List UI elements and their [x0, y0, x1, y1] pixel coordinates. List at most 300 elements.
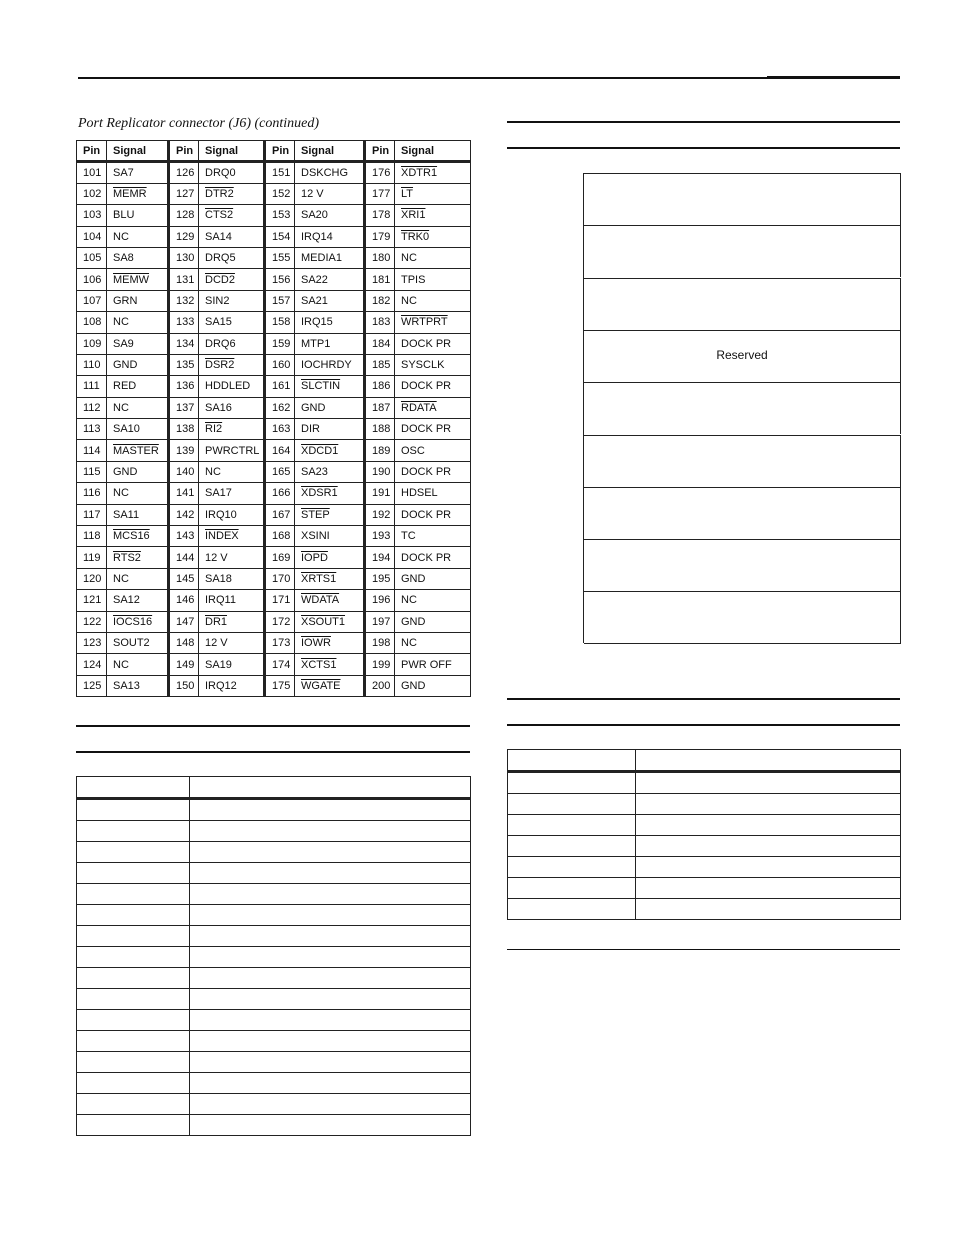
description-cell [636, 794, 901, 815]
pin-number-cell: 166 [265, 483, 295, 504]
name-cell [508, 857, 636, 878]
name-cell [508, 772, 636, 794]
signal-name-cell: TPIS [395, 269, 471, 290]
table-row [77, 821, 471, 842]
signal-name-cell: GND [295, 397, 365, 418]
signal-name-cell: NC [395, 632, 471, 653]
signal-name-cell: XRTS1 [295, 568, 365, 589]
pin-number-cell: 186 [365, 376, 395, 397]
signal-name-cell: SIN2 [199, 290, 265, 311]
signal-name-cell: SYSCLK [395, 354, 471, 375]
signal-name-cell: DSKCHG [295, 162, 365, 183]
signal-name-cell: SOUT2 [107, 632, 169, 653]
pin-number-cell: 105 [77, 247, 107, 268]
pin-number-cell: 132 [169, 290, 199, 311]
signal-name-cell: SA16 [199, 397, 265, 418]
pin-number-cell: 146 [169, 590, 199, 611]
pin-number-cell: 181 [365, 269, 395, 290]
pin-number-cell: 111 [77, 376, 107, 397]
table-row [508, 899, 901, 920]
pin-number-cell: 178 [365, 205, 395, 226]
pin-number-cell: 129 [169, 226, 199, 247]
signal-name-cell: XSINI [295, 526, 365, 547]
pin-number-cell: 148 [169, 632, 199, 653]
pin-number-cell: 180 [365, 247, 395, 268]
signal-name-cell: SA12 [107, 590, 169, 611]
description-cell [190, 821, 471, 842]
name-cell [77, 926, 190, 947]
right-section-rule-1 [507, 121, 900, 123]
pin-number-cell: 199 [365, 654, 395, 675]
table-caption: Port Replicator connector (J6) (continued) [78, 116, 320, 131]
signal-name-cell: NC [395, 247, 471, 268]
pin-number-cell: 139 [169, 440, 199, 461]
pin-number-cell: 101 [77, 162, 107, 183]
signal-name-cell: IOCHRDY [295, 354, 365, 375]
name-cell [77, 1073, 190, 1094]
description-cell [190, 1031, 471, 1052]
signal-name-cell: SA20 [295, 205, 365, 226]
description-cell [190, 989, 471, 1010]
pin-number-cell: 184 [365, 333, 395, 354]
lower-right-table [507, 749, 901, 920]
pin-number-cell: 135 [169, 354, 199, 375]
signal-name-cell: SLCTIN [295, 376, 365, 397]
reserved-row-6 [584, 435, 901, 487]
description-cell [190, 884, 471, 905]
signal-name-cell: MTP1 [295, 333, 365, 354]
table-row [77, 162, 471, 183]
table-row [508, 857, 901, 878]
pin-number-cell: 162 [265, 397, 295, 418]
pin-number-cell: 145 [169, 568, 199, 589]
pin-number-cell: 125 [77, 675, 107, 696]
signal-name-cell: TC [395, 526, 471, 547]
pin-number-cell: 109 [77, 333, 107, 354]
signal-name-cell: DIR [295, 419, 365, 440]
signal-name-cell: SA14 [199, 226, 265, 247]
pin-number-cell: 136 [169, 376, 199, 397]
pin-number-cell: 198 [365, 632, 395, 653]
pin-number-cell: 161 [265, 376, 295, 397]
pin-number-cell: 179 [365, 226, 395, 247]
description-cell [636, 836, 901, 857]
reserved-row-1 [584, 173, 901, 225]
description-cell [636, 815, 901, 836]
right-lower-rule-1 [507, 698, 900, 700]
pin-column-header: Pin [169, 141, 199, 162]
signal-name-cell: WDATA [295, 590, 365, 611]
name-cell [508, 750, 636, 772]
table-row [77, 632, 471, 653]
signal-name-cell: INDEX [199, 526, 265, 547]
description-cell [190, 968, 471, 989]
signal-name-cell: DRQ0 [199, 162, 265, 183]
pin-number-cell: 159 [265, 333, 295, 354]
table-row [508, 750, 901, 772]
table-row [77, 1073, 471, 1094]
table-row [77, 968, 471, 989]
reserved-row-9 [584, 591, 901, 644]
table-row [508, 794, 901, 815]
table-row [77, 1052, 471, 1073]
signal-name-cell: NC [107, 226, 169, 247]
signal-column-header: Signal [395, 141, 471, 162]
pin-number-cell: 164 [265, 440, 295, 461]
signal-name-cell: IRQ11 [199, 590, 265, 611]
signal-name-cell: XCTS1 [295, 654, 365, 675]
name-cell [77, 1094, 190, 1115]
signal-name-cell: GND [107, 354, 169, 375]
table-row [77, 905, 471, 926]
signal-name-cell: 12 V [199, 632, 265, 653]
description-cell [636, 750, 901, 772]
pin-number-cell: 160 [265, 354, 295, 375]
pin-number-cell: 150 [169, 675, 199, 696]
reserved-row-8 [584, 539, 901, 591]
table-row [77, 590, 471, 611]
signal-name-cell: SA18 [199, 568, 265, 589]
pin-number-cell: 167 [265, 504, 295, 525]
pin-number-cell: 170 [265, 568, 295, 589]
name-cell [508, 815, 636, 836]
signal-name-cell: MEDIA1 [295, 247, 365, 268]
name-cell [508, 794, 636, 815]
signal-name-cell: WGATE [295, 675, 365, 696]
signal-name-cell: STEP [295, 504, 365, 525]
table-row [77, 611, 471, 632]
signal-name-cell: NC [107, 654, 169, 675]
signal-name-cell: SA10 [107, 419, 169, 440]
left-lower-rule-2 [76, 751, 470, 753]
pin-number-cell: 151 [265, 162, 295, 183]
pin-number-cell: 185 [365, 354, 395, 375]
pin-number-cell: 158 [265, 312, 295, 333]
pin-number-cell: 157 [265, 290, 295, 311]
table-row [77, 654, 471, 675]
signal-name-cell: DSR2 [199, 354, 265, 375]
pin-number-cell: 107 [77, 290, 107, 311]
description-cell [190, 799, 471, 821]
left-lower-rule-1 [76, 725, 470, 727]
table-row [508, 836, 901, 857]
pin-number-cell: 106 [77, 269, 107, 290]
signal-name-cell: DRQ6 [199, 333, 265, 354]
signal-name-cell: SA15 [199, 312, 265, 333]
signal-name-cell: GRN [107, 290, 169, 311]
pin-number-cell: 141 [169, 483, 199, 504]
pin-number-cell: 196 [365, 590, 395, 611]
description-cell [190, 1115, 471, 1136]
table-row [508, 772, 901, 794]
reserved-row-5 [584, 382, 901, 434]
signal-name-cell: SA13 [107, 675, 169, 696]
signal-name-cell: 12 V [295, 183, 365, 204]
table-row [77, 183, 471, 204]
description-cell [190, 1073, 471, 1094]
signal-name-cell: IRQ14 [295, 226, 365, 247]
pin-number-cell: 169 [265, 547, 295, 568]
signal-name-cell: DOCK PR [395, 461, 471, 482]
table-row [77, 947, 471, 968]
table-row [77, 526, 471, 547]
pin-number-cell: 123 [77, 632, 107, 653]
pin-number-cell: 128 [169, 205, 199, 226]
signal-name-cell: IOPD [295, 547, 365, 568]
reserved-row-3 [584, 278, 901, 330]
signal-name-cell: DOCK PR [395, 333, 471, 354]
signal-name-cell: SA7 [107, 162, 169, 183]
signal-name-cell: XDTR1 [395, 162, 471, 183]
signal-name-cell: RI2 [199, 419, 265, 440]
signal-name-cell: PWRCTRL [199, 440, 265, 461]
pin-number-cell: 192 [365, 504, 395, 525]
pin-number-cell: 113 [77, 419, 107, 440]
description-cell [190, 926, 471, 947]
pin-number-cell: 115 [77, 461, 107, 482]
name-cell [508, 836, 636, 857]
table-row [77, 799, 471, 821]
name-cell [77, 989, 190, 1010]
name-cell [77, 842, 190, 863]
description-cell [190, 777, 471, 799]
signal-name-cell: IOWR [295, 632, 365, 653]
pin-number-cell: 163 [265, 419, 295, 440]
signal-name-cell: BLU [107, 205, 169, 226]
signal-name-cell: IRQ15 [295, 312, 365, 333]
signal-name-cell: XSOUT1 [295, 611, 365, 632]
pin-number-cell: 127 [169, 183, 199, 204]
signal-name-cell: MEMR [107, 183, 169, 204]
table-row [77, 675, 471, 696]
pin-number-cell: 152 [265, 183, 295, 204]
name-cell [77, 777, 190, 799]
pin-number-cell: 175 [265, 675, 295, 696]
pin-number-cell: 112 [77, 397, 107, 418]
signal-name-cell: MASTER [107, 440, 169, 461]
table-row [77, 269, 471, 290]
signal-name-cell: NC [395, 290, 471, 311]
table-row [77, 247, 471, 268]
table-row [77, 884, 471, 905]
signal-name-cell: XDSR1 [295, 483, 365, 504]
pin-number-cell: 177 [365, 183, 395, 204]
pin-number-cell: 149 [169, 654, 199, 675]
signal-name-cell: HDSEL [395, 483, 471, 504]
signal-name-cell: SA22 [295, 269, 365, 290]
signal-name-cell: IOCS16 [107, 611, 169, 632]
page-top-rule-accent [767, 76, 900, 79]
table-row [77, 547, 471, 568]
table-row [77, 419, 471, 440]
right-lower-rule-2 [507, 724, 900, 726]
table-row [77, 376, 471, 397]
name-cell [77, 821, 190, 842]
pin-number-cell: 191 [365, 483, 395, 504]
pin-number-cell: 143 [169, 526, 199, 547]
signal-name-cell: GND [395, 568, 471, 589]
description-cell [636, 857, 901, 878]
pin-number-cell: 122 [77, 611, 107, 632]
table-row [77, 1010, 471, 1031]
table-row [77, 863, 471, 884]
signal-name-cell: OSC [395, 440, 471, 461]
pin-number-cell: 133 [169, 312, 199, 333]
signal-name-cell: SA21 [295, 290, 365, 311]
pin-number-cell: 188 [365, 419, 395, 440]
signal-name-cell: XDCD1 [295, 440, 365, 461]
name-cell [77, 947, 190, 968]
pin-number-cell: 108 [77, 312, 107, 333]
pin-number-cell: 168 [265, 526, 295, 547]
pin-number-cell: 120 [77, 568, 107, 589]
signal-name-cell: NC [107, 483, 169, 504]
description-cell [190, 863, 471, 884]
table-row [77, 226, 471, 247]
pin-number-cell: 118 [77, 526, 107, 547]
name-cell [77, 1115, 190, 1136]
description-cell [190, 947, 471, 968]
pin-number-cell: 119 [77, 547, 107, 568]
pin-number-cell: 103 [77, 205, 107, 226]
table-row [508, 815, 901, 836]
pin-number-cell: 102 [77, 183, 107, 204]
signal-name-cell: NC [395, 590, 471, 611]
right-lower-bottom-rule [507, 949, 900, 950]
pin-column-header: Pin [365, 141, 395, 162]
pin-number-cell: 171 [265, 590, 295, 611]
name-cell [77, 1031, 190, 1052]
description-cell [636, 772, 901, 794]
pin-number-cell: 134 [169, 333, 199, 354]
signal-name-cell: CTS2 [199, 205, 265, 226]
table-row [77, 312, 471, 333]
pin-number-cell: 126 [169, 162, 199, 183]
table-row [77, 290, 471, 311]
pin-number-cell: 117 [77, 504, 107, 525]
name-cell [77, 799, 190, 821]
table-row [77, 397, 471, 418]
name-cell [77, 1010, 190, 1031]
signal-name-cell: DRQ5 [199, 247, 265, 268]
name-cell [77, 863, 190, 884]
signal-name-cell: MCS16 [107, 526, 169, 547]
pin-number-cell: 142 [169, 504, 199, 525]
table-row [77, 1115, 471, 1136]
pin-number-cell: 176 [365, 162, 395, 183]
pin-column-header: Pin [265, 141, 295, 162]
pin-number-cell: 200 [365, 675, 395, 696]
signal-name-cell: 12 V [199, 547, 265, 568]
table-row [77, 205, 471, 226]
description-cell [636, 899, 901, 920]
signal-name-cell: DTR2 [199, 183, 265, 204]
signal-name-cell: NC [107, 312, 169, 333]
pin-number-cell: 154 [265, 226, 295, 247]
pin-number-cell: 104 [77, 226, 107, 247]
pin-number-cell: 189 [365, 440, 395, 461]
lower-left-table [76, 776, 471, 1136]
pin-number-cell: 174 [265, 654, 295, 675]
signal-name-cell: DOCK PR [395, 376, 471, 397]
pin-number-cell: 138 [169, 419, 199, 440]
pin-number-cell: 116 [77, 483, 107, 504]
pin-number-cell: 156 [265, 269, 295, 290]
pin-number-cell: 195 [365, 568, 395, 589]
pin-number-cell: 124 [77, 654, 107, 675]
name-cell [77, 1052, 190, 1073]
pin-number-cell: 130 [169, 247, 199, 268]
table-row [77, 1031, 471, 1052]
signal-name-cell: DR1 [199, 611, 265, 632]
pin-number-cell: 121 [77, 590, 107, 611]
signal-name-cell: NC [199, 461, 265, 482]
table-row [77, 926, 471, 947]
signal-name-cell: RTS2 [107, 547, 169, 568]
pin-signal-table [76, 140, 471, 697]
reserved-row-4 [584, 330, 901, 382]
pin-number-cell: 165 [265, 461, 295, 482]
pin-number-cell: 182 [365, 290, 395, 311]
pin-number-cell: 194 [365, 547, 395, 568]
table-row [77, 777, 471, 799]
pin-column-header: Pin [77, 141, 107, 162]
table-row [77, 333, 471, 354]
pin-number-cell: 114 [77, 440, 107, 461]
pin-number-cell: 173 [265, 632, 295, 653]
pin-number-cell: 187 [365, 397, 395, 418]
description-cell [190, 1010, 471, 1031]
pin-number-cell: 193 [365, 526, 395, 547]
signal-name-cell: NC [107, 397, 169, 418]
signal-name-cell: HDDLED [199, 376, 265, 397]
table-row [77, 354, 471, 375]
right-section-rule-2 [507, 147, 900, 149]
table-row [77, 989, 471, 1010]
table-row [508, 878, 901, 899]
signal-name-cell: SA11 [107, 504, 169, 525]
description-cell [636, 878, 901, 899]
pin-number-cell: 153 [265, 205, 295, 226]
signal-name-cell: PWR OFF [395, 654, 471, 675]
pin-number-cell: 183 [365, 312, 395, 333]
description-cell [190, 1094, 471, 1115]
description-cell [190, 1052, 471, 1073]
signal-name-cell: DOCK PR [395, 504, 471, 525]
signal-name-cell: DCD2 [199, 269, 265, 290]
signal-name-cell: SA17 [199, 483, 265, 504]
pin-number-cell: 190 [365, 461, 395, 482]
table-row [77, 461, 471, 482]
signal-name-cell: SA8 [107, 247, 169, 268]
table-row [77, 483, 471, 504]
signal-name-cell: TRK0 [395, 226, 471, 247]
description-cell [190, 842, 471, 863]
signal-name-cell: IRQ10 [199, 504, 265, 525]
description-cell [190, 905, 471, 926]
reserved-row-7 [584, 487, 901, 539]
pin-number-cell: 144 [169, 547, 199, 568]
name-cell [508, 878, 636, 899]
signal-column-header: Signal [199, 141, 265, 162]
signal-name-cell: XRI1 [395, 205, 471, 226]
pin-number-cell: 131 [169, 269, 199, 290]
signal-name-cell: NC [107, 568, 169, 589]
signal-column-header: Signal [295, 141, 365, 162]
name-cell [508, 899, 636, 920]
pin-number-cell: 110 [77, 354, 107, 375]
pin-number-cell: 172 [265, 611, 295, 632]
